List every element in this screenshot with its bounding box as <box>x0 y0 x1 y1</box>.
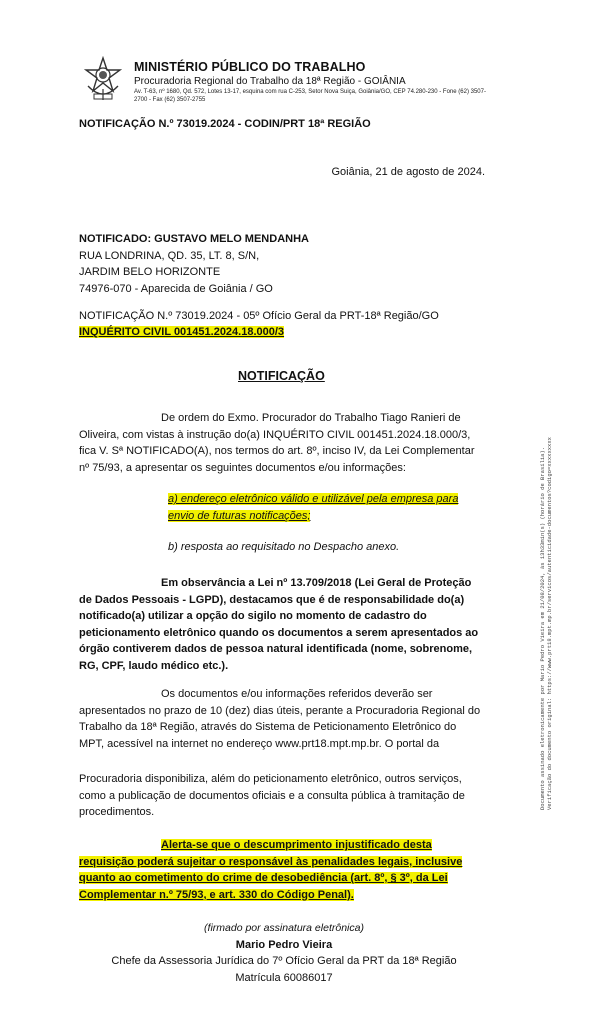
paragraph-line: procedimentos. <box>79 806 155 818</box>
signer-name: Mario Pedro Vieira <box>235 938 333 951</box>
org-subtitle: Procuradoria Regional do Trabalho da 18ª Região - GOIÂNIA <box>134 76 406 87</box>
paragraph-line: fica V. Sª NOTIFICADO(A), nos termos do art. 8º, inciso IV, da Lei Complementar <box>79 445 475 457</box>
requested-item-a <box>168 491 458 524</box>
document-date: Goiânia, 21 de agosto de 2024. <box>331 166 485 178</box>
paragraph-portal <box>79 771 489 821</box>
paragraph-line: MPT, acessível na internet no endereço www.prt18.mpt.mp.br. O portal da <box>79 737 440 750</box>
requested-item-b: b) resposta ao requisitado no Despacho anexo. <box>168 541 400 553</box>
notification-office-reference: NOTIFICAÇÃO N.º 73019.2024 - 05º Ofício Geral da PRT-18ª Região/GO <box>79 310 439 322</box>
warning-line: Complementar n.º 75/93, e art. 330 do Código Penal). <box>79 888 354 901</box>
paragraph-line: de Dados Pessoais - LGPD), destacamos que é de responsabilidade do(a) <box>79 593 465 606</box>
electronic-signature-stamp <box>540 290 553 810</box>
item-a-line: envio de futuras notificações; <box>168 509 311 522</box>
document-title: NOTIFICAÇÃO <box>238 369 325 383</box>
paragraph-order <box>79 410 487 476</box>
signer-role: Chefe da Assessoria Jurídica do 7º Ofício Geral da PRT da 18ª Região <box>111 955 457 967</box>
paragraph-line: Procuradoria disponibiliza, além do peticionamento eletrônico, outros serviços, <box>79 773 462 785</box>
warning-line: requisição poderá sujeitar o responsável às penalidades legais, inclusive <box>79 855 463 868</box>
warning-line: Alerta-se que o descumprimento injustificado desta <box>161 839 432 851</box>
paragraph-line: Oliveira, com vistas à instrução do(a) INQUÉRITO CIVIL 001451.2024.18.000/3, <box>79 428 471 441</box>
signature-block <box>79 920 489 986</box>
recipient-address-line: 74976-070 - Aparecida de Goiânia / GO <box>79 282 273 295</box>
paragraph-line: peticionamento eletrônico quando os documentos a serem apresentados ao <box>79 626 479 639</box>
inquerito-text: INQUÉRITO CIVIL 001451.2024.18.000/3 <box>79 326 285 338</box>
paragraph-line: Trabalho da 18ª Região, através do Sistema de Peticionamento Eletrônico do <box>79 721 457 733</box>
paragraph-deadline <box>79 686 489 752</box>
paragraph-line: nº 75/93, a apresentar os seguintes documentos e/ou informações: <box>79 461 406 474</box>
paragraph-line: RG, CPF, laudo médico etc.). <box>79 659 229 672</box>
org-address-line: Av. T-63, nº 1680, Qd. 572, Lotes 13-17, esquina com rua C-253, Setor Nova Suiça, Goiânia/GO, CEP 74.280-230 - Fone (62) 3507- <box>134 89 486 95</box>
recipient-address-line: JARDIM BELO HORIZONTE <box>79 266 221 278</box>
recipient-address-line: RUA LONDRINA, QD. 35, LT. 8, S/N, <box>79 249 260 262</box>
paragraph-line: apresentados no prazo de 10 (dez) dias úteis, perante a Procuradoria Regional do <box>79 704 481 717</box>
document-reference: NOTIFICAÇÃO N.º 73019.2024 - CODIN/PRT 18ª REGIÃO <box>79 118 371 130</box>
warning-line: quanto ao cometimento do crime de desobediência (art. 8º, § 3º, da Lei <box>79 872 448 884</box>
signature-note: (firmado por assinatura eletrônica) <box>204 922 364 934</box>
stamp-line: Verificação do documento original: https://www.prt18.mpt.mp.br/servicos/autenticidade-documentos?codigo=xxxxxxxxx <box>545 437 553 810</box>
inquerito-reference <box>79 326 284 338</box>
org-address <box>134 89 494 104</box>
signer-id: Matrícula 60086017 <box>235 971 333 984</box>
recipient-block <box>79 231 309 297</box>
paragraph-warning <box>79 837 491 903</box>
paragraph-line: De ordem do Exmo. Procurador do Trabalho Tiago Ranieri de <box>161 412 461 424</box>
coat-of-arms-icon <box>82 56 124 102</box>
stamp-line: Documento assinado eletronicamente por Mario Pedro Vieira em 21/08/2024, às 13h33min(s) (horário de Brasília). <box>539 446 546 810</box>
org-name: MINISTÉRIO PÚBLICO DO TRABALHO <box>134 60 366 74</box>
item-a-line: a) endereço eletrônico válido e utilizável pela empresa para <box>168 493 459 505</box>
paragraph-lgpd <box>79 575 489 674</box>
paragraph-line: Em observância a Lei nº 13.709/2018 (Lei Geral de Proteção <box>161 577 472 589</box>
paragraph-line: órgão contiverem dados de pessoa natural identificada (nome, sobrenome, <box>79 643 473 655</box>
paragraph-line: como a publicação de documentos oficiais e a consulta pública à tramitação de <box>79 789 465 802</box>
paragraph-line: Os documentos e/ou informações referidos deverão ser <box>161 688 433 700</box>
recipient-name: NOTIFICADO: GUSTAVO MELO MENDANHA <box>79 233 309 245</box>
paragraph-line: notificado(a) utilizar a opção do sigilo no momento de cadastro do <box>79 610 427 622</box>
org-address-line: 2700 - Fax (62) 3507-2755 <box>134 96 206 103</box>
